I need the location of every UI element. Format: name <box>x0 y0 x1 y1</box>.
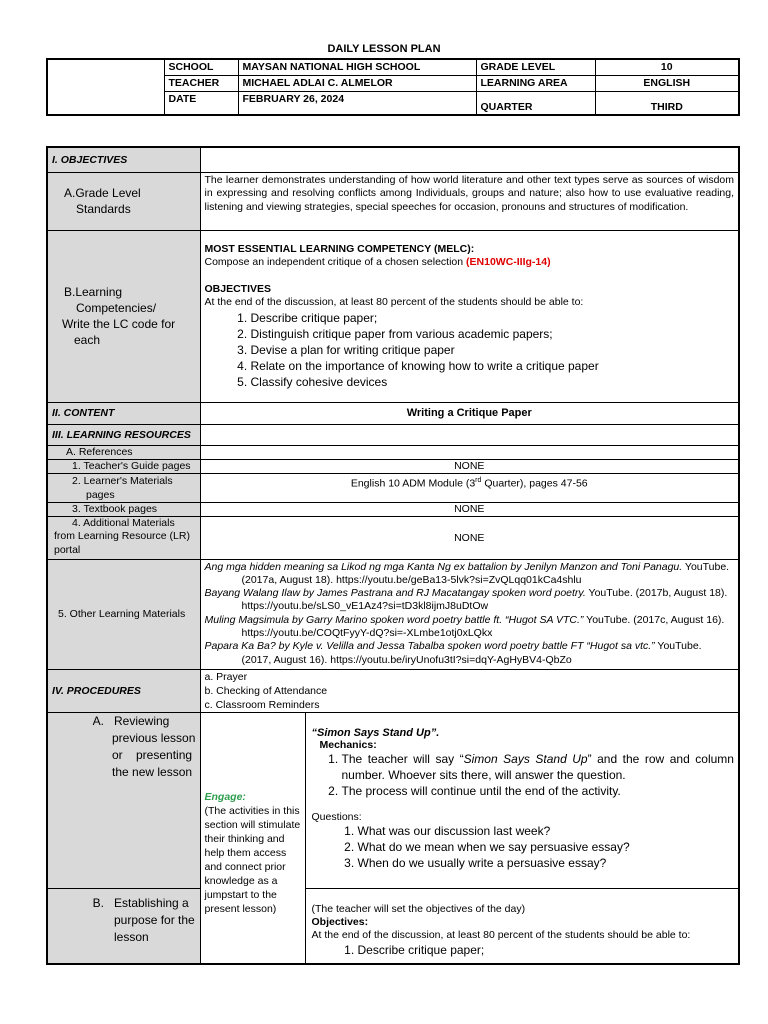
preliminary-item: c. Classroom Reminders <box>204 698 320 711</box>
comp-label-line3: Write the LC code for <box>62 317 176 331</box>
procedures-heading: IV. PROCEDURES <box>47 669 200 712</box>
add-label-line3: portal <box>54 543 81 556</box>
references-label: A. References <box>47 445 200 459</box>
question-item: 3. When do we usually write a persuasive essay? <box>358 855 735 871</box>
objective-item: 4. Relate on the importance of knowing how to write a critique paper <box>251 358 735 374</box>
preliminary-item: a. Prayer <box>204 670 248 683</box>
establishing-obj-label: Objectives: <box>311 915 369 928</box>
other-materials-refs <box>200 559 739 669</box>
reference-source: YouTube. (2017b, August 18). https://youtu.be/sLS0_vE1Az4?si=tD3kl8ijmJ8uDtOw <box>241 587 728 613</box>
reviewing-line4: the new lesson <box>112 764 193 779</box>
content-value: Writing a Critique Paper <box>200 402 739 424</box>
reviewing-label-block <box>52 713 196 781</box>
teacher-label: TEACHER <box>164 76 238 92</box>
establishing-intro: At the end of the discussion, at least 80 percent of the students should be able to: <box>311 928 691 941</box>
gs-label-line1: A.Grade Level <box>64 186 141 200</box>
reference-title: Papara Ka Ba? by Kyle v. Velilla and Jessa Tabalba spoken word poetry battle FT “Hugot sa vtc.” <box>204 640 655 653</box>
establishing-line1: Establishing a <box>114 895 189 910</box>
objective-item: 5. Classify cohesive devices <box>251 374 735 390</box>
comp-label-line1: B.Learning <box>64 285 123 299</box>
competencies-content <box>200 230 739 402</box>
reference-source: YouTube. (2017c, August 16). https://youtu.be/COQtFyyY-dQ?si=-XLmbe1otj0xLQkx <box>241 613 725 639</box>
reviewing-label-lines <box>114 713 195 781</box>
references-empty <box>200 445 739 459</box>
mechanics-item: 2. The process will continue until the end of the activity. <box>342 783 735 799</box>
lm-value-sup: rd <box>475 476 482 484</box>
engage-text: (The activities in this section will stimulate their thinking and help them access and connect prior knowledge as a jumpstart to the present lesson) <box>204 804 301 915</box>
establishing-label-block <box>52 895 196 946</box>
engage-cell <box>200 712 305 964</box>
objective-item: 1. Describe critique paper; <box>251 310 735 326</box>
area-label: LEARNING AREA <box>476 76 595 92</box>
establishing-line3: lesson <box>114 929 149 944</box>
reference-item <box>205 614 735 641</box>
lm-label-line1: 2. Learner's Materials <box>72 474 173 487</box>
school-value: MAYSAN NATIONAL HIGH SCHOOL <box>238 59 476 76</box>
question-item: 1. What was our discussion last week? <box>358 823 735 839</box>
comp-label-line2: Competencies/ <box>76 301 157 315</box>
establishing-content <box>305 888 739 964</box>
lm-value-a: English 10 ADM Module (3 <box>350 477 476 489</box>
date-value: FEBRUARY 26, 2024 <box>238 92 476 116</box>
reference-source: YouTube. (2017a, August 18). https://youtu.be/geBa13-5lvk?si=ZvQLqq01kCa4shlu <box>241 560 730 586</box>
lm-value-b: Quarter), pages 47-56 <box>481 477 588 489</box>
tg-label: 1. Teacher's Guide pages <box>47 459 200 473</box>
questions-list <box>312 823 735 871</box>
tb-label: 3. Textbook pages <box>47 502 200 516</box>
resources-heading-empty <box>200 424 739 445</box>
objective-item: 2. Distinguish critique paper from various academic papers; <box>251 326 735 342</box>
grade-value: 10 <box>595 59 739 76</box>
competencies-label <box>47 230 200 402</box>
establishing-label-lines <box>114 895 195 946</box>
additional-materials-label <box>47 516 200 559</box>
tb-value: NONE <box>200 502 739 516</box>
establishing-obj-label-text: Objectives <box>311 915 365 928</box>
melc-code: (EN10WC-IIIg-14) <box>466 256 551 268</box>
objectives-heading: I. OBJECTIVES <box>47 147 200 172</box>
establishing-list <box>312 942 735 958</box>
reference-item <box>205 587 735 614</box>
other-materials-label: 5. Other Learning Materials <box>47 559 200 669</box>
additional-materials-value: NONE <box>200 516 739 559</box>
reviewing-line1: Reviewing <box>114 713 170 728</box>
question-item: 2. What do we mean when we say persuasive essay? <box>358 839 735 855</box>
header-table <box>46 58 740 116</box>
reference-item <box>205 561 735 588</box>
mechanics-item <box>342 751 735 783</box>
date-label: DATE <box>164 92 238 116</box>
add-label-line1: 4. Additional Materials <box>72 516 175 529</box>
quarter-value: THIRD <box>595 92 739 116</box>
objectives-heading-empty <box>200 147 739 172</box>
grade-standards-text: The learner demonstrates understanding of how world literature and other text types serve as sources of wisdom in expressing and resolving conflicts among Individuals, groups and nature; also how to use evaluative reading, listening and viewing strategies, special speeches for occasion, pronouns and structures of modification. <box>200 172 739 230</box>
establishing-marker: B. <box>92 895 104 910</box>
objectives-subheading: OBJECTIVES <box>204 282 272 295</box>
grade-standards-label <box>47 172 200 230</box>
engage-title: Engage: <box>204 790 246 803</box>
mech-1a: The teacher will say “ <box>341 751 464 766</box>
establishing-note: (The teacher will set the objectives of the day) <box>311 902 526 915</box>
establishing-label <box>47 888 200 964</box>
reference-item <box>205 640 735 667</box>
resources-heading: III. LEARNING RESOURCES <box>47 424 200 445</box>
preliminary-item: b. Checking of Attendance <box>204 684 328 697</box>
questions-label: Questions: <box>311 810 362 823</box>
lm-label <box>47 473 200 502</box>
mech-1c: ” and the row and column number. Whoever sits there, will answer the question. <box>341 751 734 782</box>
add-label-line2: from Learning Resource (LR) <box>54 530 190 542</box>
mechanics-label-text: Mechanics <box>319 738 374 751</box>
reviewing-line3: or presenting <box>112 747 193 762</box>
reviewing-marker: A. <box>92 713 104 728</box>
objective-item: 3. Devise a plan for writing critique paper <box>251 342 735 358</box>
reviewing-line2: previous lesson <box>112 730 196 745</box>
grade-label: GRADE LEVEL <box>476 59 595 76</box>
melc-line <box>205 256 735 270</box>
establishing-item: 1. Describe critique paper; <box>358 942 735 958</box>
mechanics-list <box>312 751 735 799</box>
activity-title: “Simon Says Stand Up”. <box>311 726 440 739</box>
procedures-preliminaries <box>200 669 739 712</box>
reference-title: Ang mga hidden meaning sa Likod ng mga Kanta Ng ex battalion by Jenilyn Manzon and Toni Panagu. <box>204 560 683 573</box>
activity-cell <box>305 712 739 888</box>
reference-title: Muling Magsimula by Garry Marino spoken word poetry battle ft. “Hugot SA VTC.” <box>204 613 584 626</box>
lm-value <box>200 473 739 502</box>
reference-source: YouTube. (2017, August 16). https://youtu.be/iryUnofu3tI?si=dqY-AgHyBV4-QbZo <box>241 640 702 666</box>
gs-label-line2: Standards <box>76 202 131 216</box>
tg-value: NONE <box>200 459 739 473</box>
reviewing-label <box>47 712 200 888</box>
comp-label-line4: each <box>74 333 101 347</box>
area-value: ENGLISH <box>595 76 739 92</box>
melc-heading: MOST ESSENTIAL LEARNING COMPETENCY (MELC): <box>204 242 475 255</box>
melc-text: Compose an independent critique of a chosen selection <box>204 256 467 268</box>
objectives-list <box>205 310 735 390</box>
objectives-intro: At the end of the discussion, at least 80 percent of the students should be able to: <box>204 296 584 308</box>
school-label: SCHOOL <box>164 59 238 76</box>
mech-1b: Simon Says Stand Up <box>463 751 588 766</box>
lm-label-line2: pages <box>86 488 115 501</box>
reference-title: Bayang Walang Ilaw by James Pastrana and RJ Macatangay spoken word poetry. <box>204 587 586 600</box>
logo-cell <box>47 59 164 115</box>
document-title: DAILY LESSON PLAN <box>327 43 441 55</box>
mechanics-label: Mechanics: <box>319 738 377 751</box>
lesson-table <box>46 146 740 965</box>
establishing-line2: purpose for the <box>114 912 195 927</box>
teacher-value: MICHAEL ADLAI C. ALMELOR <box>238 76 476 92</box>
quarter-label: QUARTER <box>476 92 595 116</box>
content-heading: II. CONTENT <box>47 402 200 424</box>
